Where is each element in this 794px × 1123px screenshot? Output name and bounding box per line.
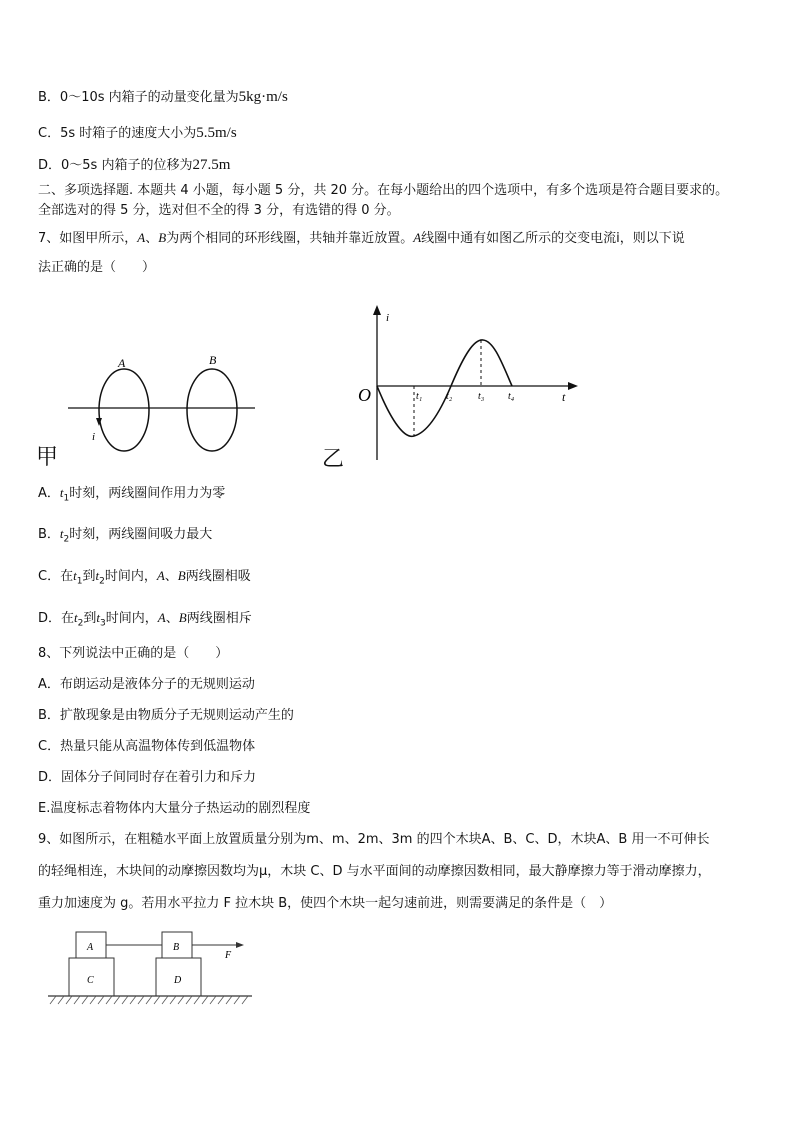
option-text: D．0～5s 内箱子的位移为 (38, 158, 193, 173)
block-a-label: A (87, 942, 94, 953)
q9-stem-line3: 重力加速度为 g。若用水平拉力 F 拉木块 B，使四个木块一起匀速前进，则需要满足的条件是（ ） (38, 896, 613, 911)
subscript: 2 (63, 534, 70, 545)
q7-var: A (413, 230, 422, 245)
origin-label: O (358, 385, 371, 405)
q8-option-a: A．布朗运动是液体分子的无规则运动 (38, 677, 255, 692)
option-letter: C．在 (38, 569, 74, 584)
coil-a-label: A (118, 356, 126, 370)
figure-blocks (44, 928, 259, 1008)
block-b-label: B (173, 942, 180, 953)
option-text: 时间内， (104, 569, 157, 584)
q7-option-c (38, 567, 251, 591)
force-arrow-head-icon (236, 942, 244, 948)
q8-option-b: B．扩散现象是由物质分子无规则运动产生的 (38, 708, 294, 723)
figure-yi (350, 305, 590, 465)
q7-text: 线圈中通有如图乙所示的交变电流i，则以下说 (421, 231, 685, 246)
t4-label: t₄ (508, 391, 515, 402)
q6-option-b (38, 88, 288, 107)
option-text: 、 (164, 569, 178, 584)
q9-stem-line1: 9、如图所示，在粗糙水平面上放置质量分别为m、m、2m、3m 的四个木块A、B、C、D，木块A、B 用一不可伸长 (38, 832, 710, 847)
var: B (177, 568, 186, 583)
var: A (156, 568, 165, 583)
q7-stem-line2: 法正确的是（ ） (38, 260, 156, 275)
section-header-line2: 全部选对的得 5 分，选对但不全的得 3 分，有选错的得 0 分。 (38, 203, 400, 218)
section-header: 二、多项选择题. 本题共 4 小题，每小题 5 分，共 20 分。在每小题给出的四个选项中，有多个选项是符合题目要求的。 (38, 183, 729, 198)
var: A (157, 610, 166, 625)
var-t: t (59, 526, 64, 541)
option-text: 两线圈相吸 (185, 569, 251, 584)
q6-option-c (38, 124, 237, 143)
q7-option-a (38, 484, 225, 508)
q7-var: B (158, 230, 167, 245)
option-text: B．0～10s 内箱子的动量变化量为 (38, 90, 239, 105)
subscript: 3 (100, 618, 106, 629)
figure-yi-caption: 乙 (322, 447, 345, 472)
force-label: F (225, 950, 232, 961)
option-text: 到 (83, 611, 97, 626)
coil-b (187, 369, 237, 451)
option-value: 27.5m (192, 157, 231, 173)
option-value: 5.5m/s (196, 125, 237, 141)
coil-b-label: B (209, 353, 217, 367)
current-label: i (92, 431, 96, 443)
var-t: t (73, 568, 77, 583)
subscript: 1 (63, 493, 70, 504)
option-text: 、 (165, 611, 179, 626)
t1-label: t₁ (416, 391, 423, 402)
option-letter: B． (38, 527, 60, 542)
option-text: 时刻，两线圈间作用力为零 (69, 486, 226, 501)
current-curve (377, 340, 512, 436)
figure-jia-caption: 甲 (36, 445, 59, 470)
t2-label: t₂ (446, 391, 453, 402)
q8-option-d: D．固体分子间同时存在着引力和斥力 (38, 770, 257, 785)
q7-var: A (137, 230, 146, 245)
var-t: t (96, 610, 101, 625)
option-text: 到 (82, 569, 96, 584)
q7-option-d (38, 609, 252, 633)
ground-hatching (50, 996, 248, 1004)
x-axis-arrow-icon (568, 382, 578, 390)
option-value: 5kg·m/s (238, 89, 288, 105)
var-t: t (59, 485, 64, 500)
subscript: 1 (76, 576, 83, 587)
block-d-label: D (174, 975, 182, 986)
subscript: 2 (77, 618, 84, 629)
y-axis-label: i (386, 312, 390, 324)
option-text: 两线圈相斥 (186, 611, 252, 626)
option-letter: D．在 (38, 611, 75, 626)
q7-text: 、 (145, 231, 159, 246)
q7-text: 为两个相同的环形线圈，共轴并靠近放置。 (166, 231, 414, 246)
var-t: t (95, 568, 100, 583)
x-axis-label: t (562, 390, 566, 404)
q7-stem (38, 229, 685, 248)
q8-stem: 8、下列说法中正确的是（ ） (38, 646, 229, 661)
y-axis-arrow-icon (373, 305, 381, 315)
option-text: 时刻，两线圈间吸力最大 (69, 527, 213, 542)
option-text: C．5s 时箱子的速度大小为 (38, 126, 197, 141)
t3-label: t₃ (478, 391, 485, 402)
figure-jia (30, 340, 270, 470)
coil-a (99, 369, 149, 451)
subscript: 2 (99, 576, 105, 587)
var: B (178, 610, 187, 625)
q8-option-e: E.温度标志着物体内大量分子热运动的剧烈程度 (38, 801, 311, 816)
q9-stem-line2: 的轻绳相连，木块间的动摩擦因数均为μ，木块 C、D 与水平面间的动摩擦因数相同，最大静摩擦力等于滑动摩擦力， (38, 864, 711, 879)
q7-text: 7、如图甲所示， (38, 231, 138, 246)
q8-option-c: C．热量只能从高温物体传到低温物体 (38, 739, 256, 754)
var-t: t (74, 610, 78, 625)
block-c-label: C (87, 975, 94, 986)
q6-option-d (38, 156, 230, 175)
q7-option-b (38, 525, 212, 549)
option-text: 时间内， (105, 611, 158, 626)
option-letter: A． (38, 486, 60, 501)
